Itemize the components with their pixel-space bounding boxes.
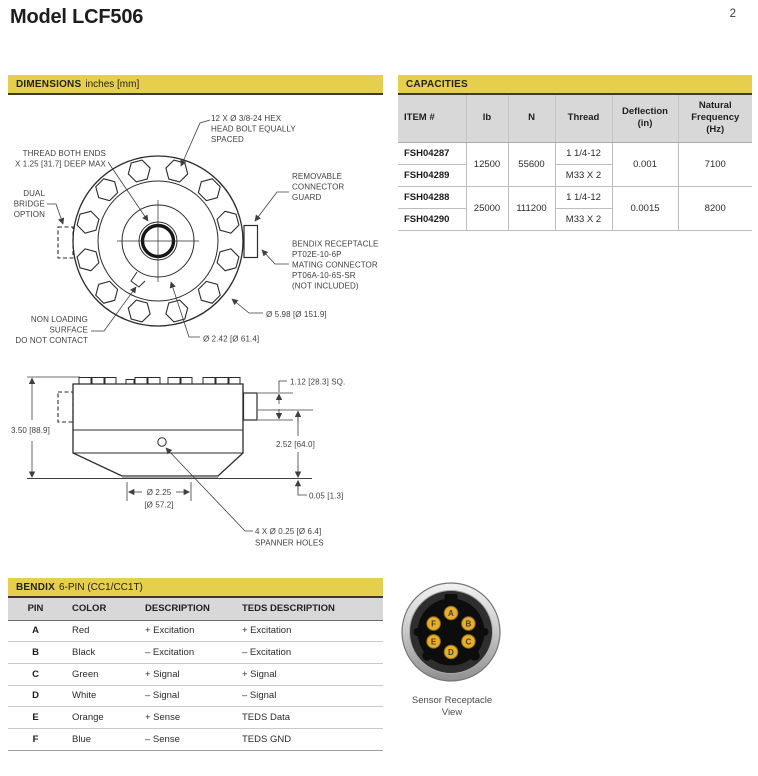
item-number: FSH04287 bbox=[398, 142, 466, 164]
pin-description: + Signal bbox=[136, 663, 233, 685]
col-frequency: Natural Frequency (Hz) bbox=[678, 95, 752, 142]
capacities-section bbox=[398, 75, 752, 231]
svg-text:DO NOT CONTACT: DO NOT CONTACT bbox=[15, 336, 88, 345]
svg-text:PT06A-10-6S-SR: PT06A-10-6S-SR bbox=[292, 271, 356, 280]
dimensions-title: DIMENSIONS bbox=[16, 78, 82, 90]
thread-value: 1 1/4-12 bbox=[555, 186, 612, 208]
thread-callout: THREAD BOTH ENDS bbox=[22, 149, 106, 158]
capacities-table bbox=[398, 95, 752, 231]
connector-square-label: 1.12 [28.3] SQ. bbox=[290, 377, 346, 387]
table-row bbox=[8, 707, 383, 729]
frequency-value: 7100 bbox=[678, 142, 752, 186]
teds-description: + Excitation bbox=[233, 620, 383, 642]
pin-description: – Excitation bbox=[136, 642, 233, 664]
pin-d-label: D bbox=[448, 648, 454, 657]
load-cell-front-view bbox=[14, 114, 379, 345]
col-deflection: Deflection (in) bbox=[612, 95, 678, 142]
non-loading-callout: NON LOADING bbox=[30, 315, 88, 324]
wire-color: Red bbox=[63, 620, 136, 642]
bolt-callout: 12 X Ø 3/8-24 HEX bbox=[211, 114, 282, 123]
teds-description: – Excitation bbox=[233, 642, 383, 664]
col-teds: TEDS DESCRIPTION bbox=[233, 598, 383, 620]
connector-guard-shape bbox=[244, 226, 258, 258]
table-row bbox=[8, 685, 383, 707]
dual-bridge-shape bbox=[58, 227, 73, 258]
pin-c-label: C bbox=[465, 637, 472, 647]
receptacle-caption: Sensor Receptacle View bbox=[411, 695, 493, 718]
base-gap-dim bbox=[298, 481, 343, 501]
svg-text:[Ø 57.2]: [Ø 57.2] bbox=[144, 500, 174, 510]
svg-text:SPACED: SPACED bbox=[211, 135, 244, 144]
col-color: COLOR bbox=[63, 598, 136, 620]
col-item: ITEM # bbox=[398, 95, 466, 142]
table-row bbox=[8, 728, 383, 750]
bendix-subtitle: 6-PIN (CC1/CC1T) bbox=[58, 581, 143, 593]
wire-color: White bbox=[63, 685, 136, 707]
capacity-lb: 12500 bbox=[466, 142, 508, 186]
col-lb: lb bbox=[466, 95, 508, 142]
deflection-value: 0.0015 bbox=[612, 186, 678, 230]
bendix-title: BENDIX bbox=[16, 581, 55, 593]
table-row bbox=[398, 186, 752, 208]
teds-description: + Signal bbox=[233, 663, 383, 685]
table-row bbox=[8, 642, 383, 664]
pin-letter: E bbox=[8, 707, 63, 729]
table-row bbox=[8, 663, 383, 685]
pin-letter: D bbox=[8, 685, 63, 707]
dimensions-subtitle: inches [mm] bbox=[85, 78, 140, 90]
svg-text:BRIDGE: BRIDGE bbox=[13, 199, 45, 209]
svg-text:X 1.25 [31.7] DEEP MAX: X 1.25 [31.7] DEEP MAX bbox=[15, 159, 106, 169]
col-description: DESCRIPTION bbox=[136, 598, 233, 620]
bendix-section bbox=[8, 578, 383, 751]
wire-color: Blue bbox=[63, 728, 136, 750]
pin-description: + Sense bbox=[136, 707, 233, 729]
capacities-title: CAPACITIES bbox=[406, 78, 468, 90]
pin-letter: B bbox=[8, 642, 63, 664]
page-number: 2 bbox=[729, 8, 736, 20]
wire-color: Black bbox=[63, 642, 136, 664]
bendix-table bbox=[8, 598, 383, 751]
pin-a-label: A bbox=[448, 609, 454, 618]
dual-bridge-callout: DUAL bbox=[23, 189, 45, 198]
pin-letter: A bbox=[8, 620, 63, 642]
pin-e-label: E bbox=[430, 637, 437, 647]
svg-text:MATING CONNECTOR: MATING CONNECTOR bbox=[292, 260, 378, 270]
frequency-value: 8200 bbox=[678, 186, 752, 230]
dimension-drawings bbox=[0, 100, 392, 570]
teds-description: – Signal bbox=[233, 685, 383, 707]
svg-text:OPTION: OPTION bbox=[13, 210, 45, 219]
sensor-receptacle-view bbox=[394, 580, 510, 686]
col-thread: Thread bbox=[555, 95, 612, 142]
table-row bbox=[398, 142, 752, 164]
center-diameter-label: Ø 2.42 [Ø 61.4] bbox=[203, 334, 260, 344]
teds-description: TEDS Data bbox=[233, 707, 383, 729]
dimensions-section bbox=[8, 75, 383, 95]
capacities-header-row bbox=[398, 95, 752, 142]
bendix-header-row bbox=[8, 598, 383, 620]
base-diameter-label: Ø 2.25 bbox=[146, 488, 172, 497]
base-gap-label: 0.05 [1.3] bbox=[309, 491, 344, 501]
teds-description: TEDS GND bbox=[233, 728, 383, 750]
base-diameter-dim bbox=[127, 482, 191, 510]
pin-f-label: F bbox=[431, 619, 437, 629]
col-n: N bbox=[508, 95, 555, 142]
spanner-callout-label: 4 X Ø 0.25 [Ø 6.4] bbox=[255, 527, 322, 536]
pin-b-label: B bbox=[465, 619, 472, 629]
thread-value: 1 1/4-12 bbox=[555, 142, 612, 164]
spanner-hole bbox=[158, 438, 166, 446]
outer-diameter-label: Ø 5.98 [Ø 151.9] bbox=[266, 310, 327, 319]
connector-square-dim bbox=[258, 378, 345, 421]
bendix-header-bar bbox=[8, 578, 383, 598]
svg-text:GUARD: GUARD bbox=[292, 193, 322, 202]
pin-letter: C bbox=[8, 663, 63, 685]
front-view-labels bbox=[14, 114, 379, 345]
wire-color: Green bbox=[63, 663, 136, 685]
table-row bbox=[8, 620, 383, 642]
svg-text:SPANNER HOLES: SPANNER HOLES bbox=[255, 538, 324, 548]
item-number: FSH04289 bbox=[398, 164, 466, 186]
svg-text:CONNECTOR: CONNECTOR bbox=[292, 182, 345, 192]
capacity-lb: 25000 bbox=[466, 186, 508, 230]
page-title: Model LCF506 bbox=[10, 6, 144, 28]
pin-description: – Signal bbox=[136, 685, 233, 707]
thread-value: M33 X 2 bbox=[555, 208, 612, 230]
load-cell-side-view bbox=[9, 377, 345, 548]
svg-text:PT02E-10-6P: PT02E-10-6P bbox=[292, 250, 342, 259]
pin-description: + Excitation bbox=[136, 620, 233, 642]
svg-text:HEAD BOLT EQUALLY: HEAD BOLT EQUALLY bbox=[211, 124, 296, 134]
svg-text:SURFACE: SURFACE bbox=[49, 325, 88, 335]
dimensions-header-bar bbox=[8, 75, 383, 95]
item-number: FSH04290 bbox=[398, 208, 466, 230]
guard-callout: REMOVABLE bbox=[292, 172, 343, 181]
capacity-n: 55600 bbox=[508, 142, 555, 186]
side-bolt-heads bbox=[79, 378, 240, 385]
pin-letter: F bbox=[8, 728, 63, 750]
item-number: FSH04288 bbox=[398, 186, 466, 208]
svg-text:(NOT INCLUDED): (NOT INCLUDED) bbox=[292, 281, 359, 291]
deflection-value: 0.001 bbox=[612, 142, 678, 186]
thread-value: M33 X 2 bbox=[555, 164, 612, 186]
pin-description: – Sense bbox=[136, 728, 233, 750]
receptacle-callout: BENDIX RECEPTACLE bbox=[292, 239, 379, 249]
mid-height-label: 2.52 [64.0] bbox=[276, 440, 315, 449]
overall-height-dim bbox=[9, 378, 52, 477]
capacity-n: 111200 bbox=[508, 186, 555, 230]
col-pin: PIN bbox=[8, 598, 63, 620]
capacities-header-bar bbox=[398, 75, 752, 95]
wire-color: Orange bbox=[63, 707, 136, 729]
spanner-callout-group bbox=[166, 448, 324, 548]
overall-height-label: 3.50 [88.9] bbox=[11, 426, 50, 435]
